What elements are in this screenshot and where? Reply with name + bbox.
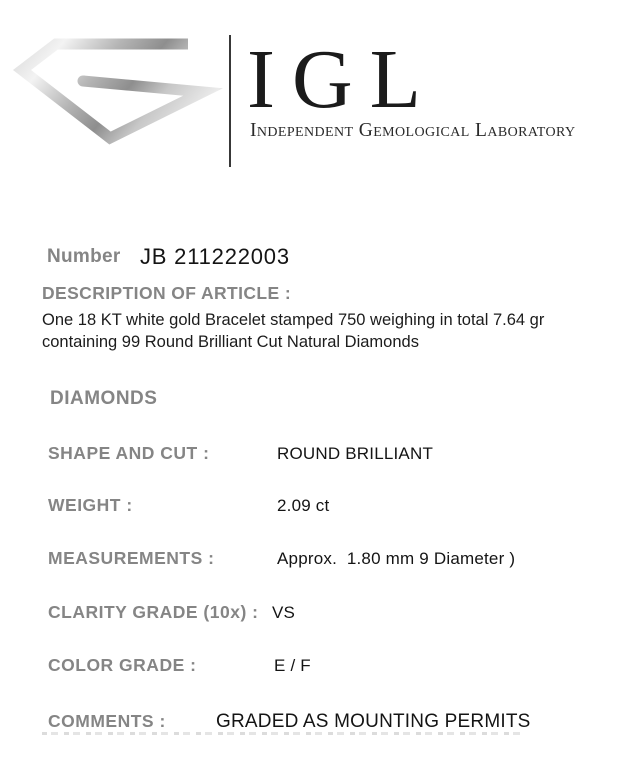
field-row-weight <box>0 495 625 519</box>
weight-value: 2.09 ct <box>277 496 330 515</box>
measurements-label: MEASUREMENTS : <box>48 548 215 568</box>
diamonds-section-title: DIAMONDS <box>50 388 158 409</box>
clarity-grade-label: CLARITY GRADE (10x) : <box>48 602 259 622</box>
description-text <box>42 310 602 353</box>
brand-subtitle: Independent Gemological Laboratory <box>250 120 576 141</box>
description-label: DESCRIPTION OF ARTICLE : <box>42 283 292 303</box>
field-row-shape-and-cut <box>0 443 625 467</box>
certificate-number-value: JB 211222003 <box>140 244 290 269</box>
field-row-clarity-grade <box>0 602 625 626</box>
shape-and-cut-label: SHAPE AND CUT : <box>48 443 210 463</box>
comments-label: COMMENTS : <box>48 711 166 731</box>
color-grade-label: COLOR GRADE : <box>48 655 197 675</box>
color-grade-value: E / F <box>274 656 311 675</box>
cropped-text-remnant <box>42 732 520 735</box>
diamond-g-monogram-icon <box>10 37 224 159</box>
clarity-grade-value: VS <box>272 603 296 622</box>
field-row-measurements <box>0 548 625 572</box>
shape-and-cut-value: ROUND BRILLIANT <box>277 444 434 463</box>
description-line-1: One 18 KT white gold Bracelet stamped 750 weighing in total 7.64 gr <box>42 311 545 329</box>
certificate-number-label: Number <box>47 246 121 267</box>
measurements-value: Approx. 1.80 mm 9 Diameter ) <box>277 549 516 568</box>
brand-name: IGL <box>247 33 438 126</box>
brand-divider <box>229 35 231 167</box>
description-line-2: containing 99 Round Brilliant Cut Natural Diamonds <box>42 332 419 351</box>
comments-value: GRADED AS MOUNTING PERMITS <box>216 711 531 732</box>
weight-label: WEIGHT : <box>48 495 133 515</box>
field-row-color-grade <box>0 655 625 679</box>
